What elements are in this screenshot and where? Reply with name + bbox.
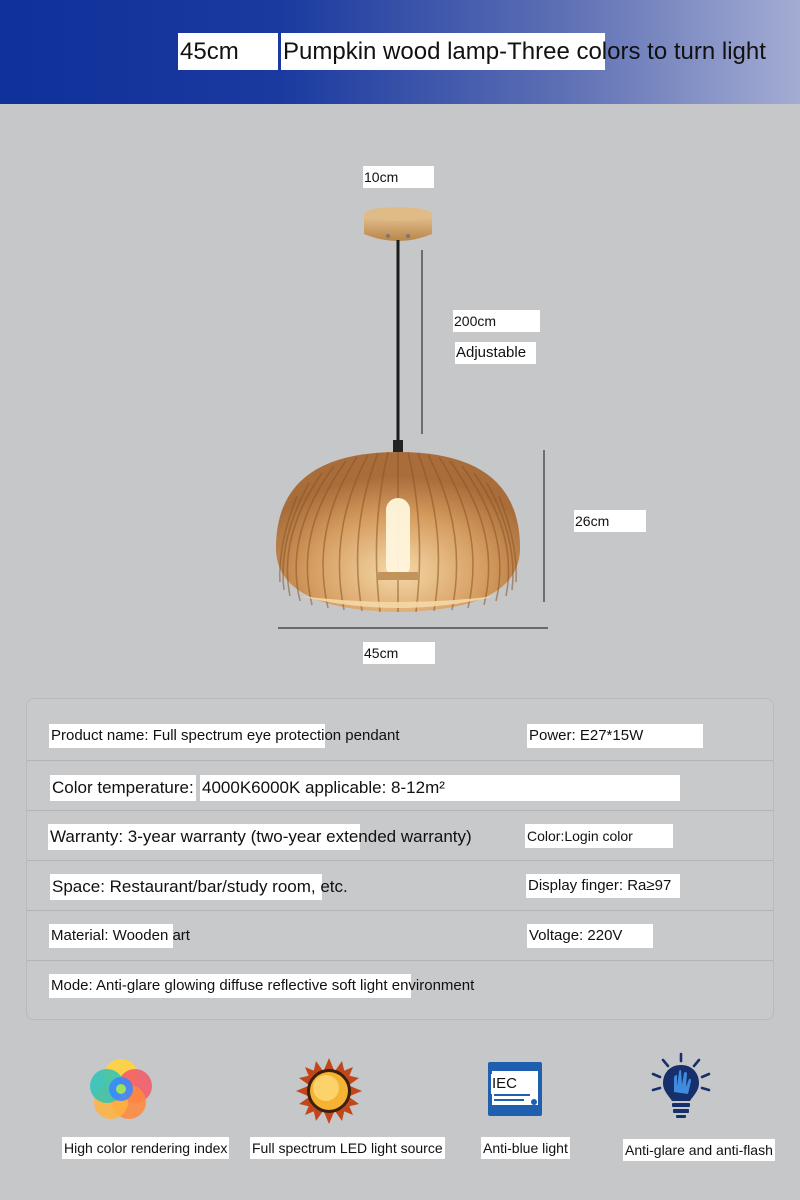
spec-row — [27, 761, 773, 811]
header-size-label: 45cm — [178, 33, 278, 70]
hand-bulb-icon — [650, 1052, 712, 1120]
feature-label-anti-glare: Anti-glare and anti-flash — [623, 1139, 775, 1161]
spec-mode: Mode: Anti-glare glowing diffuse reflective soft light environment — [49, 974, 411, 998]
spec-color-temperature-value: 4000K6000K applicable: 8-12m² — [200, 775, 680, 801]
lamp-dimension-diagram — [0, 150, 800, 670]
spec-product-name: Product name: Full spectrum eye protection pendant — [49, 724, 325, 748]
spec-color-temperature-label: Color temperature: — [50, 775, 196, 801]
canopy-width-label: 10cm — [363, 166, 434, 188]
spec-row — [27, 961, 773, 1011]
feature-label-anti-blue: Anti-blue light — [481, 1137, 570, 1159]
canopy — [364, 207, 432, 241]
pumpkin-shade — [276, 452, 520, 612]
feature-label-full-spectrum: Full spectrum LED light source — [250, 1137, 445, 1159]
spec-table — [26, 698, 774, 1020]
cord-grip — [393, 440, 403, 452]
spec-display-finger: Display finger: Ra≥97 — [526, 874, 680, 898]
spec-row — [27, 911, 773, 961]
shade-height-label: 26cm — [574, 510, 646, 532]
spec-warranty: Warranty: 3-year warranty (two-year extended warranty) — [48, 824, 360, 850]
spec-material: Material: Wooden art — [49, 924, 173, 948]
feature-label-color-rendering: High color rendering index — [62, 1137, 229, 1159]
sun-icon — [296, 1058, 362, 1124]
spec-color: Color:Login color — [525, 824, 673, 848]
spec-row — [27, 711, 773, 761]
cord-adjustable-label: Adjustable — [455, 342, 536, 364]
cord-length-label: 200cm — [453, 310, 540, 332]
spec-space: Space: Restaurant/bar/study room, etc. — [50, 874, 322, 900]
header-banner — [0, 0, 800, 104]
color-wheel-icon — [88, 1056, 154, 1122]
spec-power: Power: E27*15W — [527, 724, 703, 748]
spec-row — [27, 861, 773, 911]
shade-width-label: 45cm — [363, 642, 435, 664]
header-title: Pumpkin wood lamp-Three colors to turn light — [281, 33, 766, 70]
spec-row — [27, 811, 773, 861]
spec-voltage: Voltage: 220V — [527, 924, 653, 948]
iec-label: IEC — [492, 1075, 518, 1092]
